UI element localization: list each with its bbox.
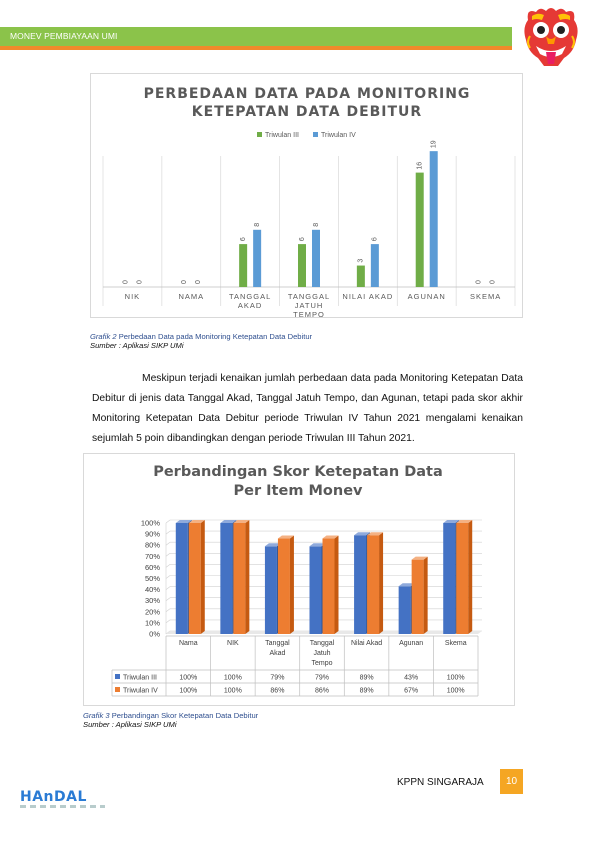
chart1-bar [312, 230, 320, 287]
chart1-category-label: NAMA [178, 292, 205, 301]
chart1-data-label: 16 [416, 161, 424, 170]
mascot-mask-icon [522, 6, 580, 68]
chart2-bar [265, 546, 277, 634]
chart1-bar [430, 151, 438, 287]
chart2-bar [278, 539, 290, 634]
chart2-bar [412, 560, 424, 634]
chart2-category-label: NIK [227, 640, 239, 647]
chart2-grid-side [166, 620, 170, 623]
chart1-legend-swatch [313, 132, 318, 137]
chart1-data-label: 3 [357, 258, 365, 263]
chart2-ytick-label: 90% [144, 529, 160, 539]
chart1-source: Sumber : Aplikasi SIKP UMi [90, 341, 184, 350]
chart1-caption-text: Perbedaan Data pada Monitoring Ketepatan Data Debitur [118, 332, 313, 341]
chart2-category-label: Jatuh [313, 650, 331, 657]
chart2-grid-side [166, 564, 170, 567]
chart-perbedaan-data [90, 73, 523, 318]
chart2-grid-side [166, 531, 170, 534]
chart2-bar [443, 523, 455, 634]
chart2-bar-side [379, 532, 383, 634]
chart1-legend-label: Triwulan III [265, 132, 299, 139]
chart2-legend-swatch [115, 674, 120, 679]
chart1-category-label: NIK [124, 292, 141, 301]
chart1-caption [90, 332, 312, 341]
chart1-bar [357, 266, 365, 287]
chart1-title-line: KETEPATAN DATA DEBITUR [191, 104, 423, 120]
chart1-category-label: TANGGAL [228, 292, 272, 301]
chart1-category-label: AGUNAN [407, 292, 446, 301]
chart2-ytick-label: 100% [140, 518, 160, 528]
chart2-bar [176, 523, 188, 634]
chart1-data-label: 6 [239, 237, 247, 242]
chart2-bar [354, 535, 366, 634]
chart2-category-label: Tempo [311, 660, 333, 667]
chart1-data-label: 8 [253, 222, 261, 227]
chart2-table-value: 100% [446, 674, 465, 682]
chart1-legend-label: Triwulan IV [321, 132, 356, 139]
chart1-data-label: 0 [181, 280, 189, 284]
chart2-bar [367, 535, 379, 634]
chart2-table-value: 86% [314, 687, 330, 695]
chart2-table-value: 100% [179, 687, 198, 695]
chart1-data-label: 0 [475, 280, 483, 284]
chart2-source: Sumber : Aplikasi SIKP UMi [83, 720, 177, 729]
chart2-bar-side [424, 557, 428, 634]
chart2-ytick-label: 50% [144, 574, 160, 583]
chart2-ytick-label: 0% [149, 629, 160, 639]
chart2-table-value: 100% [223, 687, 242, 695]
chart1-data-label: 6 [298, 237, 306, 242]
chart2-bar [220, 523, 232, 634]
chart1-bar [298, 244, 306, 287]
chart2-ytick-label: 10% [144, 618, 160, 628]
chart1-data-label: 0 [122, 280, 130, 284]
chart2-grid-side [166, 542, 170, 545]
chart2-bar [323, 539, 335, 634]
chart2-ytick-label: 80% [144, 540, 160, 550]
chart1-bar [371, 244, 379, 287]
chart2-category-label: Akad [269, 650, 286, 657]
chart2-bar-side [201, 520, 205, 634]
chart2-category-label: Skema [444, 640, 467, 647]
chart2-table-value: 67% [404, 687, 419, 695]
chart2-category-label: Agunan [399, 640, 424, 647]
chart-perbedaan-data-svg [91, 74, 524, 319]
chart1-category-label: TEMPO [293, 310, 325, 319]
chart2-bar [233, 523, 245, 634]
footer-office-label: KPPN SINGARAJA [397, 777, 484, 788]
chart1-legend-swatch [257, 132, 262, 137]
chart2-grid-side [166, 576, 170, 579]
chart2-caption-label: Grafik 3 [83, 711, 110, 720]
chart1-category-label: TANGGAL [287, 292, 331, 301]
chart2-table-value: 89% [359, 687, 374, 695]
chart1-data-label: 19 [430, 140, 438, 149]
chart2-table-value: 79% [314, 674, 330, 682]
chart2-caption-text: Perbandingan Skor Ketepatan Data Debitur [111, 711, 259, 720]
chart2-grid-side [166, 609, 170, 612]
chart2-category-label: Tanggal [265, 640, 290, 647]
chart-skor-ketepatan-svg [84, 454, 516, 707]
chart-skor-ketepatan [83, 453, 515, 706]
chart2-category-label: Tanggal [309, 640, 335, 647]
chart1-category-label: AKAD [237, 301, 263, 310]
handal-logo-text: HAnDAL [20, 789, 87, 805]
chart2-bar [189, 523, 201, 634]
chart1-bar [253, 230, 261, 287]
chart2-ytick-label: 20% [144, 607, 160, 617]
chart1-category-label: NILAI AKAD [342, 292, 394, 301]
chart2-table-value: 100% [446, 687, 465, 695]
chart2-table-value: 43% [404, 674, 419, 682]
chart1-data-label: 0 [136, 280, 144, 284]
chart2-category-label: Nilai Akad [351, 640, 383, 647]
chart2-ytick-label: 60% [144, 562, 160, 572]
chart2-table-value: 100% [223, 674, 242, 682]
chart2-caption [83, 711, 258, 720]
chart2-grid-side [166, 587, 170, 590]
chart2-legend-label: Triwulan IV [123, 687, 158, 695]
chart1-bar [239, 244, 247, 287]
chart2-title-line: Perbandingan Skor Ketepatan Data [153, 464, 443, 480]
body-paragraph-text: Meskipun terjadi kenaikan jumlah perbedaan data pada Monitoring Ketepatan Data Debitur di jenis data Tanggal Akad, Tanggal Jatuh Tempo, dan Agunan, tetapi pada skor akhir Monitoring Ketepatan Data Debitur periode Triwulan IV Tahun 2021 mengalami kenaikan sejumlah 5 poin dibandingkan dengan periode Triwulan III Tahun 2021. [92, 373, 523, 444]
chart1-category-label: JATUH [294, 301, 324, 310]
chart2-table-value: 79% [270, 674, 285, 682]
chart2-bar [310, 546, 322, 634]
chart2-bar-side [290, 536, 294, 634]
chart2-table-value: 89% [359, 674, 374, 682]
chart2-ytick-label: 70% [144, 551, 160, 561]
chart1-data-label: 6 [371, 237, 379, 242]
page-number: 10 [500, 769, 523, 794]
chart1-data-label: 0 [489, 280, 497, 284]
chart2-bar-side [468, 520, 472, 634]
chart2-grid-side [166, 553, 170, 556]
body-paragraph [92, 369, 523, 449]
chart2-title-line: Per Item Monev [233, 483, 363, 499]
chart1-data-label: 0 [195, 280, 203, 284]
header-title: MONEV PEMBIAYAAN UMI [10, 31, 118, 41]
chart2-bar-side [335, 536, 339, 634]
header-accent-line [0, 46, 512, 50]
chart2-ytick-label: 30% [144, 596, 160, 606]
chart2-grid-side [166, 520, 170, 523]
chart1-category-label: SKEMA [469, 292, 502, 301]
chart2-table-value: 86% [270, 687, 285, 695]
chart2-table-value: 100% [179, 674, 198, 682]
chart2-category-label: Nama [178, 640, 198, 647]
chart1-data-label: 8 [312, 222, 320, 227]
chart2-ytick-label: 40% [144, 585, 160, 595]
chart2-grid-side [166, 598, 170, 601]
chart2-legend-swatch [115, 687, 120, 692]
chart1-title-line: PERBEDAAN DATA PADA MONITORING [143, 86, 471, 102]
handal-logo [20, 789, 87, 805]
chart2-bar [399, 586, 411, 634]
handal-logo-tagline [20, 805, 105, 808]
chart2-bar [456, 523, 468, 634]
chart1-caption-label: Grafik 2 [90, 332, 117, 341]
chart2-bar-side [245, 520, 249, 634]
chart2-legend-label: Triwulan III [123, 674, 157, 682]
chart1-bar [416, 173, 424, 287]
